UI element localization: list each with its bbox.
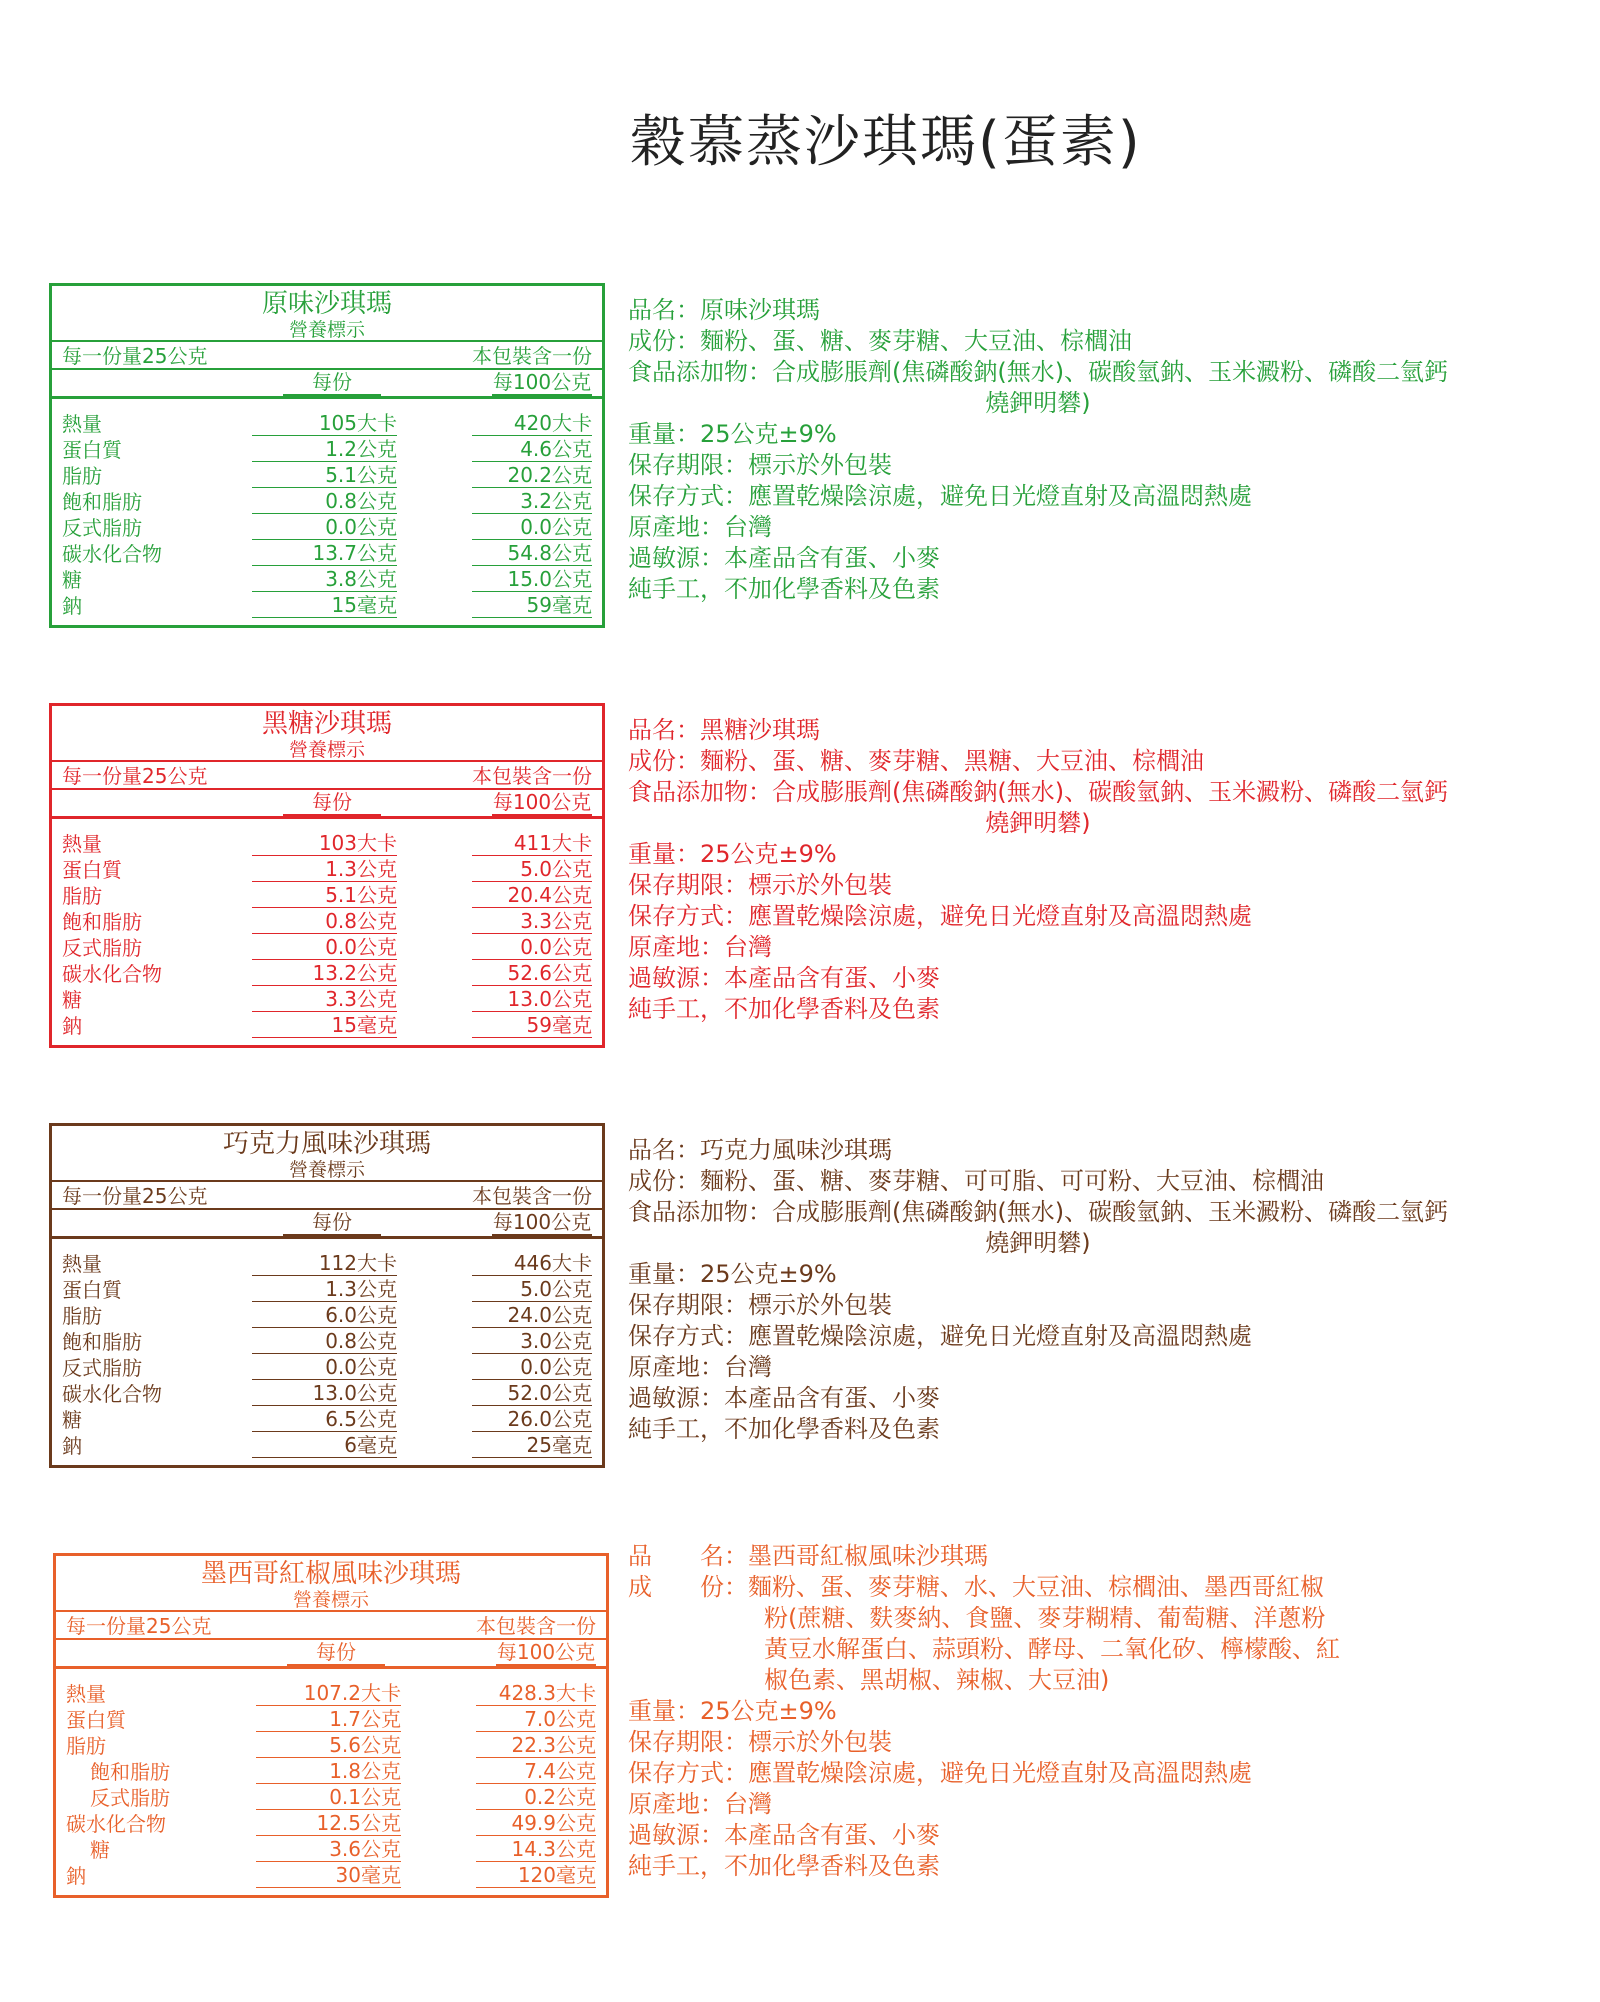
per-100g-value: 5.0公克	[472, 1277, 592, 1302]
per-serving-value: 13.0公克	[252, 1381, 397, 1406]
per-100g-value: 13.0公克	[472, 987, 592, 1012]
per-100g-value: 26.0公克	[472, 1407, 592, 1432]
per-100g-value: 49.9公克	[476, 1811, 596, 1836]
per-100g-value: 15.0公克	[472, 567, 592, 592]
info-ingredients: 成份：麵粉、蛋、糖、麥芽糖、黑糖、大豆油、棕櫚油	[628, 747, 1204, 775]
info-ingredients: 成份：麵粉、蛋、糖、麥芽糖、可可脂、可可粉、大豆油、棕櫚油	[628, 1167, 1324, 1195]
info-additives: 食品添加物：合成膨脹劑(焦磷酸鈉(無水)、碳酸氫鈉、玉米澱粉、磷酸二氫鈣	[628, 358, 1449, 386]
panel-subtitle: 營養標示	[56, 1590, 606, 1612]
serving-row	[56, 1612, 606, 1640]
nutrient-name: 鈉	[66, 1864, 86, 1888]
nutrient-row	[52, 411, 602, 437]
info-weight: 重量：25公克±9%	[628, 420, 837, 448]
info-name: 品名：巧克力風味沙琪瑪	[628, 1136, 892, 1164]
per-serving-value: 0.0公克	[252, 1355, 397, 1380]
servings-per-package: 本包裝含一份	[476, 1614, 596, 1638]
info-ingredients: 成份：麵粉、蛋、糖、麥芽糖、大豆油、棕櫚油	[628, 327, 1132, 355]
nutrient-row	[52, 1433, 602, 1459]
nutrient-row	[52, 909, 602, 935]
per-serving-value: 5.6公克	[256, 1733, 401, 1758]
nutrient-row	[56, 1681, 606, 1707]
nutrient-row	[52, 1329, 602, 1355]
info-origin: 原產地：台灣	[628, 933, 772, 961]
column-header	[52, 370, 602, 399]
per-serving-value: 30毫克	[256, 1863, 401, 1888]
per-100g-value: 5.0公克	[472, 857, 592, 882]
nutrient-row	[52, 437, 602, 463]
per-100g-value: 52.6公克	[472, 961, 592, 986]
per-100g-value: 7.4公克	[476, 1759, 596, 1784]
servings-per-package: 本包裝含一份	[472, 1184, 592, 1208]
nutrient-name: 反式脂肪	[90, 1786, 170, 1810]
per-serving-value: 0.0公克	[252, 935, 397, 960]
nutrient-row	[52, 541, 602, 567]
per-serving-value: 3.6公克	[256, 1837, 401, 1862]
nutrient-row	[52, 883, 602, 909]
nutrient-row	[52, 1277, 602, 1303]
nutrient-name: 蛋白質	[62, 438, 122, 462]
product-info	[628, 295, 1588, 605]
per-serving-value: 6.0公克	[252, 1303, 397, 1328]
nutrient-name: 脂肪	[62, 884, 102, 908]
info-handmade: 純手工，不加化學香料及色素	[628, 995, 940, 1023]
per-serving-value: 12.5公克	[256, 1811, 401, 1836]
nutrient-name: 糖	[62, 1408, 82, 1432]
panel-subtitle: 營養標示	[52, 740, 602, 762]
per-100g-value: 428.3大卡	[476, 1681, 596, 1706]
info-weight: 重量：25公克±9%	[628, 1697, 837, 1725]
per-100g-value: 420大卡	[472, 411, 592, 436]
per-100g-value: 14.3公克	[476, 1837, 596, 1862]
info-shelf-life: 保存期限：標示於外包裝	[628, 451, 892, 479]
nutrient-name: 碳水化合物	[62, 1382, 162, 1406]
nutrient-row	[56, 1759, 606, 1785]
info-additives: 食品添加物：合成膨脹劑(焦磷酸鈉(無水)、碳酸氫鈉、玉米澱粉、磷酸二氫鈣	[628, 1198, 1449, 1226]
per-serving-value: 105大卡	[252, 411, 397, 436]
info-additives-cont: 燒鉀明礬)	[985, 389, 1091, 417]
info-name: 品 名：墨西哥紅椒風味沙琪瑪	[628, 1542, 988, 1570]
nutrient-row	[56, 1837, 606, 1863]
per-serving-value: 0.8公克	[252, 489, 397, 514]
serving-size: 每一份量25公克	[62, 764, 208, 788]
nutrient-row	[56, 1863, 606, 1889]
nutrient-name: 碳水化合物	[62, 962, 162, 986]
nutrient-name: 飽和脂肪	[62, 1330, 142, 1354]
per-100g-value: 3.0公克	[472, 1329, 592, 1354]
info-storage: 保存方式：應置乾燥陰涼處，避免日光燈直射及高溫悶熱處	[628, 1759, 1252, 1787]
per-100g-value: 22.3公克	[476, 1733, 596, 1758]
info-weight: 重量：25公克±9%	[628, 1260, 837, 1288]
nutrition-panel	[49, 283, 605, 628]
nutrient-row	[52, 593, 602, 619]
nutrition-panel	[53, 1553, 609, 1898]
column-header	[52, 1210, 602, 1239]
nutrient-name: 碳水化合物	[66, 1812, 166, 1836]
panel-subtitle: 營養標示	[52, 320, 602, 342]
nutrient-name: 鈉	[62, 1434, 82, 1458]
product-info	[628, 715, 1588, 1025]
info-ingredients-cont: 粉(蔗糖、麩麥納、食鹽、麥芽糊精、葡萄糖、洋蔥粉	[764, 1604, 1326, 1632]
nutrient-name: 鈉	[62, 1014, 82, 1038]
nutrient-name: 脂肪	[62, 464, 102, 488]
info-storage: 保存方式：應置乾燥陰涼處，避免日光燈直射及高溫悶熱處	[628, 1322, 1252, 1350]
col-per-serving: 每份	[287, 1640, 385, 1666]
per-100g-value: 52.0公克	[472, 1381, 592, 1406]
nutrient-rows	[52, 819, 602, 1045]
nutrient-row	[56, 1785, 606, 1811]
per-100g-value: 7.0公克	[476, 1707, 596, 1732]
servings-per-package: 本包裝含一份	[472, 344, 592, 368]
nutrient-row	[52, 1407, 602, 1433]
per-serving-value: 13.7公克	[252, 541, 397, 566]
per-serving-value: 0.1公克	[256, 1785, 401, 1810]
col-per-100g: 每100公克	[492, 370, 592, 394]
col-per-100g: 每100公克	[496, 1640, 596, 1664]
per-serving-value: 5.1公克	[252, 463, 397, 488]
nutrition-panel	[49, 703, 605, 1048]
serving-size: 每一份量25公克	[66, 1614, 212, 1638]
per-serving-value: 3.3公克	[252, 987, 397, 1012]
product-info	[628, 1135, 1588, 1445]
per-serving-value: 13.2公克	[252, 961, 397, 986]
per-100g-value: 25毫克	[472, 1433, 592, 1458]
info-ingredients-cont: 黃豆水解蛋白、蒜頭粉、酵母、二氧化矽、檸檬酸、紅	[764, 1635, 1340, 1663]
nutrient-name: 熱量	[62, 1252, 102, 1276]
nutrient-name: 糖	[90, 1838, 110, 1862]
nutrient-name: 蛋白質	[62, 1278, 122, 1302]
nutrient-name: 鈉	[62, 594, 82, 618]
nutrient-row	[52, 857, 602, 883]
serving-row	[52, 762, 602, 790]
col-per-serving: 每份	[283, 370, 381, 396]
col-per-serving: 每份	[283, 1210, 381, 1236]
nutrient-row	[52, 961, 602, 987]
per-serving-value: 0.8公克	[252, 909, 397, 934]
per-serving-value: 5.1公克	[252, 883, 397, 908]
info-name: 品名：原味沙琪瑪	[628, 296, 820, 324]
page-title: 穀慕蒸沙琪瑪(蛋素)	[630, 110, 1142, 175]
nutrient-row	[52, 463, 602, 489]
nutrient-name: 飽和脂肪	[62, 910, 142, 934]
per-serving-value: 0.8公克	[252, 1329, 397, 1354]
nutrient-name: 飽和脂肪	[90, 1760, 170, 1784]
per-100g-value: 3.3公克	[472, 909, 592, 934]
col-per-100g: 每100公克	[492, 1210, 592, 1234]
nutrient-name: 脂肪	[66, 1734, 106, 1758]
serving-row	[52, 1182, 602, 1210]
per-100g-value: 20.4公克	[472, 883, 592, 908]
servings-per-package: 本包裝含一份	[472, 764, 592, 788]
info-shelf-life: 保存期限：標示於外包裝	[628, 871, 892, 899]
nutrient-name: 脂肪	[62, 1304, 102, 1328]
nutrient-name: 蛋白質	[62, 858, 122, 882]
per-100g-value: 4.6公克	[472, 437, 592, 462]
info-additives-cont: 燒鉀明礬)	[985, 1229, 1091, 1257]
per-serving-value: 1.3公克	[252, 857, 397, 882]
nutrient-row	[52, 1013, 602, 1039]
nutrient-row	[56, 1707, 606, 1733]
per-100g-value: 59毫克	[472, 1013, 592, 1038]
per-100g-value: 3.2公克	[472, 489, 592, 514]
nutrient-name: 蛋白質	[66, 1708, 126, 1732]
info-additives: 食品添加物：合成膨脹劑(焦磷酸鈉(無水)、碳酸氫鈉、玉米澱粉、磷酸二氫鈣	[628, 778, 1449, 806]
per-100g-value: 0.0公克	[472, 935, 592, 960]
info-origin: 原產地：台灣	[628, 1790, 772, 1818]
per-100g-value: 120毫克	[476, 1863, 596, 1888]
info-name: 品名：黑糖沙琪瑪	[628, 716, 820, 744]
per-serving-value: 3.8公克	[252, 567, 397, 592]
per-serving-value: 107.2大卡	[256, 1681, 401, 1706]
per-100g-value: 54.8公克	[472, 541, 592, 566]
info-ingredients-cont: 椒色素、黑胡椒、辣椒、大豆油)	[764, 1666, 1110, 1694]
nutrient-row	[52, 567, 602, 593]
per-100g-value: 0.2公克	[476, 1785, 596, 1810]
per-serving-value: 15毫克	[252, 1013, 397, 1038]
nutrient-row	[52, 515, 602, 541]
nutrient-row	[52, 489, 602, 515]
info-origin: 原產地：台灣	[628, 1353, 772, 1381]
info-handmade: 純手工，不加化學香料及色素	[628, 575, 940, 603]
nutrient-row	[52, 1381, 602, 1407]
per-100g-value: 0.0公克	[472, 515, 592, 540]
nutrient-row	[52, 987, 602, 1013]
col-per-100g: 每100公克	[492, 790, 592, 814]
panel-product-name: 原味沙琪瑪	[261, 289, 392, 319]
per-100g-value: 24.0公克	[472, 1303, 592, 1328]
per-serving-value: 1.7公克	[256, 1707, 401, 1732]
info-allergen: 過敏源：本產品含有蛋、小麥	[628, 1384, 940, 1412]
nutrient-name: 糖	[62, 568, 82, 592]
info-handmade: 純手工，不加化學香料及色素	[628, 1415, 940, 1443]
nutrient-name: 糖	[62, 988, 82, 1012]
info-allergen: 過敏源：本產品含有蛋、小麥	[628, 544, 940, 572]
column-header	[56, 1640, 606, 1669]
nutrient-name: 飽和脂肪	[62, 490, 142, 514]
per-serving-value: 1.8公克	[256, 1759, 401, 1784]
per-serving-value: 6.5公克	[252, 1407, 397, 1432]
per-serving-value: 15毫克	[252, 593, 397, 618]
nutrient-name: 熱量	[62, 832, 102, 856]
panel-subtitle: 營養標示	[52, 1160, 602, 1182]
per-serving-value: 1.2公克	[252, 437, 397, 462]
info-storage: 保存方式：應置乾燥陰涼處，避免日光燈直射及高溫悶熱處	[628, 482, 1252, 510]
nutrient-name: 反式脂肪	[62, 936, 142, 960]
info-allergen: 過敏源：本產品含有蛋、小麥	[628, 1821, 940, 1849]
per-serving-value: 0.0公克	[252, 515, 397, 540]
info-shelf-life: 保存期限：標示於外包裝	[628, 1728, 892, 1756]
nutrient-row	[52, 831, 602, 857]
per-100g-value: 411大卡	[472, 831, 592, 856]
nutrient-row	[52, 1303, 602, 1329]
info-handmade: 純手工，不加化學香料及色素	[628, 1852, 940, 1880]
nutrient-rows	[52, 399, 602, 625]
per-100g-value: 0.0公克	[472, 1355, 592, 1380]
column-header	[52, 790, 602, 819]
info-allergen: 過敏源：本產品含有蛋、小麥	[628, 964, 940, 992]
per-serving-value: 103大卡	[252, 831, 397, 856]
serving-row	[52, 342, 602, 370]
product-info	[628, 1541, 1588, 1882]
nutrient-name: 熱量	[66, 1682, 106, 1706]
nutrient-rows	[56, 1669, 606, 1895]
nutrient-name: 反式脂肪	[62, 516, 142, 540]
serving-size: 每一份量25公克	[62, 1184, 208, 1208]
nutrient-name: 熱量	[62, 412, 102, 436]
info-ingredients: 成 份：麵粉、蛋、麥芽糖、水、大豆油、棕櫚油、墨西哥紅椒	[628, 1573, 1324, 1601]
nutrient-row	[52, 935, 602, 961]
panel-product-name: 黑糖沙琪瑪	[261, 709, 392, 739]
per-100g-value: 20.2公克	[472, 463, 592, 488]
per-serving-value: 1.3公克	[252, 1277, 397, 1302]
info-weight: 重量：25公克±9%	[628, 840, 837, 868]
nutrient-row	[52, 1355, 602, 1381]
info-storage: 保存方式：應置乾燥陰涼處，避免日光燈直射及高溫悶熱處	[628, 902, 1252, 930]
per-serving-value: 6毫克	[252, 1433, 397, 1458]
col-per-serving: 每份	[283, 790, 381, 816]
info-shelf-life: 保存期限：標示於外包裝	[628, 1291, 892, 1319]
nutrient-row	[56, 1733, 606, 1759]
panel-product-name: 巧克力風味沙琪瑪	[222, 1129, 431, 1159]
per-100g-value: 446大卡	[472, 1251, 592, 1276]
per-serving-value: 112大卡	[252, 1251, 397, 1276]
serving-size: 每一份量25公克	[62, 344, 208, 368]
nutrient-name: 碳水化合物	[62, 542, 162, 566]
nutrient-row	[52, 1251, 602, 1277]
panel-product-name: 墨西哥紅椒風味沙琪瑪	[200, 1559, 461, 1589]
info-origin: 原產地：台灣	[628, 513, 772, 541]
nutrition-panel	[49, 1123, 605, 1468]
nutrient-rows	[52, 1239, 602, 1465]
nutrient-row	[56, 1811, 606, 1837]
nutrient-name: 反式脂肪	[62, 1356, 142, 1380]
info-additives-cont: 燒鉀明礬)	[985, 809, 1091, 837]
per-100g-value: 59毫克	[472, 593, 592, 618]
